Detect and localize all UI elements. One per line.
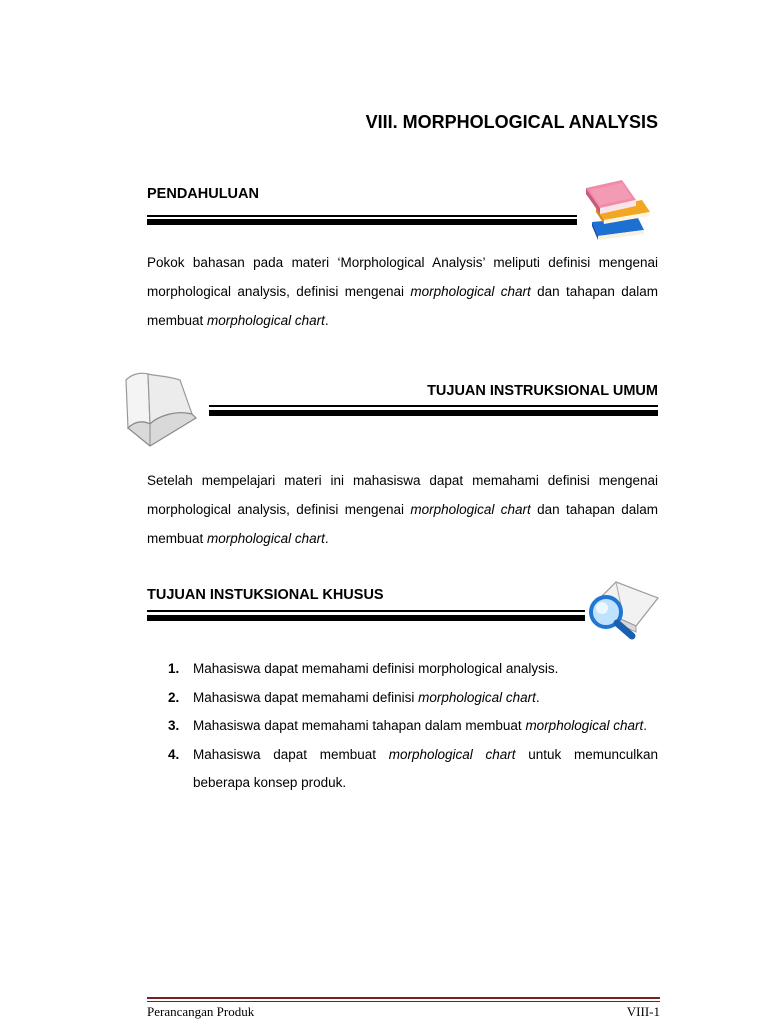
page-number: VIII-1 [626, 1004, 660, 1019]
footer-left-text: Perancangan Produk [147, 1004, 255, 1019]
objectives-list [168, 655, 658, 798]
open-book-icon [118, 366, 202, 450]
section-title-tik: TUJUAN INSTUKSIONAL KHUSUS [147, 587, 384, 603]
list-item: 2. Mahasiswa dapat memahami definisi morphological chart. [168, 689, 540, 705]
list-item: 4. Mahasiswa dapat membuat morphological chart untuk memunculkan beberapa konsep produk. [168, 746, 658, 790]
paragraph-pendahuluan: Pokok bahasan pada materi ‘Morphological Analysis’ meliputi definisi mengenai morphological analysis, definisi mengenai morphological chart dan tahapan dalam membuat morphological chart. [147, 255, 658, 328]
section-rule [147, 615, 585, 621]
section-rule [209, 405, 658, 407]
footer-rule [147, 1001, 660, 1002]
section-title-pendahuluan: PENDAHULUAN [147, 186, 259, 202]
section-rule [147, 215, 577, 217]
list-item: 3. Mahasiswa dapat memahami tahapan dalam membuat morphological chart. [168, 718, 648, 733]
section-rule [147, 219, 577, 225]
books-stack-icon [578, 178, 660, 246]
paragraph-tiu: Setelah mempelajari materi ini mahasiswa dapat memahami definisi mengenai morphological analysis, definisi mengenai morphological chart dan tahapan dalam membuat morphological chart. [147, 473, 658, 546]
section-title-tiu: TUJUAN INSTRUKSIONAL UMUM [427, 383, 658, 399]
book-magnifier-icon [582, 576, 664, 646]
chapter-title: VIII. MORPHOLOGICAL ANALYSIS [365, 112, 658, 132]
footer-rule [147, 997, 660, 999]
section-rule [209, 410, 658, 416]
section-rule [147, 610, 585, 612]
list-item: 1. Mahasiswa dapat memahami definisi morphological analysis. [168, 661, 559, 676]
